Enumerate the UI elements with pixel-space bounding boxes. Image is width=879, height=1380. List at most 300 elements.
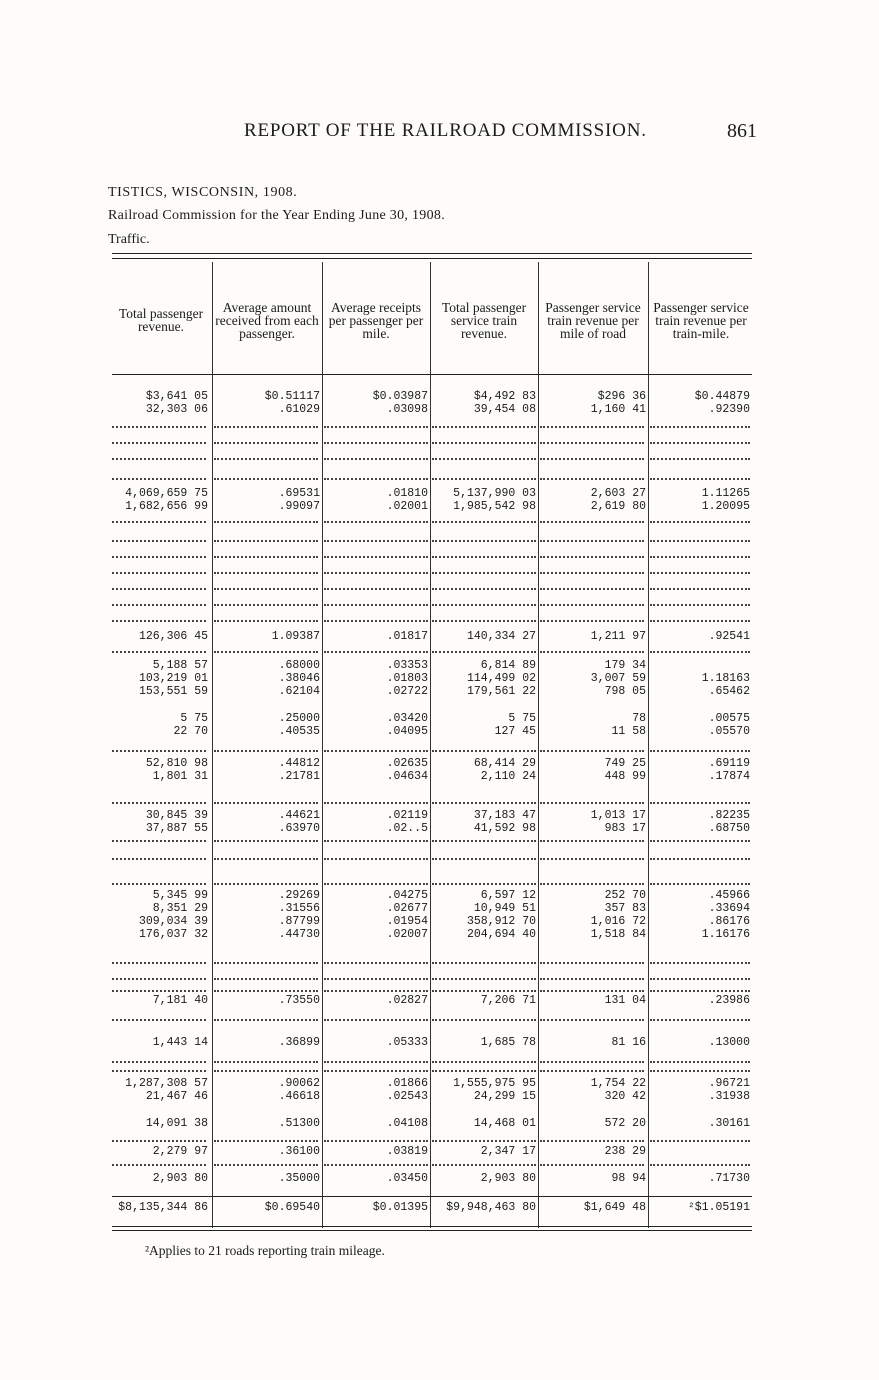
dot-leader bbox=[432, 750, 536, 752]
table-cell: 37,887 55 bbox=[145, 822, 208, 835]
dot-leader bbox=[214, 1070, 318, 1072]
table-cell: 5,137,990 03 bbox=[453, 487, 536, 500]
table-cell: 572 20 bbox=[604, 1117, 646, 1130]
dot-leader bbox=[214, 651, 318, 653]
table-cell: 1,555,975 95 bbox=[453, 1077, 536, 1090]
table-cell: .21781 bbox=[278, 770, 320, 783]
table-cell: 1,754 22 bbox=[590, 1077, 646, 1090]
dot-leader bbox=[650, 458, 750, 460]
dot-leader bbox=[432, 572, 536, 574]
dot-leader bbox=[650, 442, 750, 444]
table-cell: .31556 bbox=[278, 902, 320, 915]
table-cell: $4,492 83 bbox=[473, 390, 536, 403]
dot-leader bbox=[112, 840, 206, 842]
dot-leader bbox=[650, 521, 750, 523]
table-cell: 798 05 bbox=[604, 685, 646, 698]
table-cell: 2,603 27 bbox=[590, 487, 646, 500]
dot-leader bbox=[650, 858, 750, 860]
dot-leader bbox=[540, 588, 644, 590]
table-bottom-rule-inner bbox=[112, 1230, 752, 1231]
table-cell: 1,443 14 bbox=[152, 1036, 208, 1049]
table-cell: 98 94 bbox=[611, 1172, 646, 1185]
table-cell: .01954 bbox=[386, 915, 428, 928]
dot-leader bbox=[324, 478, 428, 480]
table-cell: .02001 bbox=[386, 500, 428, 513]
dot-leader bbox=[432, 540, 536, 542]
table-cell: 176,037 32 bbox=[138, 928, 208, 941]
table-cell: 1.20095 bbox=[701, 500, 750, 513]
table-cell: .44812 bbox=[278, 757, 320, 770]
dot-leader bbox=[650, 1164, 750, 1166]
table-cell: .01810 bbox=[386, 487, 428, 500]
dot-leader bbox=[324, 651, 428, 653]
table-cell: $0.44879 bbox=[694, 390, 750, 403]
table-cell: $0.51117 bbox=[264, 390, 320, 403]
dot-leader bbox=[214, 604, 318, 606]
dot-leader bbox=[324, 1164, 428, 1166]
dot-leader bbox=[432, 604, 536, 606]
table-cell: 140,334 27 bbox=[466, 630, 536, 643]
dot-leader bbox=[432, 442, 536, 444]
dot-leader bbox=[540, 540, 644, 542]
dot-leader bbox=[214, 588, 318, 590]
table-cell: .90062 bbox=[278, 1077, 320, 1090]
table-cell: 131 04 bbox=[604, 994, 646, 1007]
table-cell: 448 99 bbox=[604, 770, 646, 783]
table-cell: .73550 bbox=[278, 994, 320, 1007]
dot-leader bbox=[112, 442, 206, 444]
header-rule bbox=[112, 374, 752, 375]
dot-leader bbox=[650, 1019, 750, 1021]
caption-line-2: Railroad Commission for the Year Ending June 30, 1908. bbox=[108, 208, 446, 223]
table-cell: 5,345 99 bbox=[152, 889, 208, 902]
dot-leader bbox=[112, 604, 206, 606]
dot-leader bbox=[432, 1061, 536, 1063]
dot-leader bbox=[214, 442, 318, 444]
dot-leader bbox=[432, 883, 536, 885]
table-cell: .04634 bbox=[386, 770, 428, 783]
dot-leader bbox=[432, 858, 536, 860]
table-cell: .51300 bbox=[278, 1117, 320, 1130]
table-cell: .04275 bbox=[386, 889, 428, 902]
table-cell: 37,183 47 bbox=[473, 809, 536, 822]
table-top-rule-inner bbox=[112, 258, 752, 259]
table-cell: .68750 bbox=[708, 822, 750, 835]
table-cell: .62104 bbox=[278, 685, 320, 698]
page-header bbox=[0, 120, 879, 150]
column-header-total-revenue: Total passenger revenue. bbox=[118, 306, 204, 334]
table-bottom-rule bbox=[112, 1226, 752, 1227]
dot-leader bbox=[540, 990, 644, 992]
table-cell: 1,518 84 bbox=[590, 928, 646, 941]
dot-leader bbox=[650, 962, 750, 964]
table-cell: 8,351 29 bbox=[152, 902, 208, 915]
table-cell: 2,619 80 bbox=[590, 500, 646, 513]
dot-leader bbox=[112, 572, 206, 574]
table-cell: 3,007 59 bbox=[590, 672, 646, 685]
table-cell: .92541 bbox=[708, 630, 750, 643]
table-cell: .38046 bbox=[278, 672, 320, 685]
dot-leader bbox=[112, 540, 206, 542]
table-cell: .44730 bbox=[278, 928, 320, 941]
table-cell: .25000 bbox=[278, 712, 320, 725]
table-cell: 749 25 bbox=[604, 757, 646, 770]
dot-leader bbox=[214, 883, 318, 885]
table-cell: 5,188 57 bbox=[152, 659, 208, 672]
dot-leader bbox=[540, 572, 644, 574]
dot-leader bbox=[324, 556, 428, 558]
dot-leader bbox=[540, 1061, 644, 1063]
table-cell: 1,013 17 bbox=[590, 809, 646, 822]
dot-leader bbox=[432, 990, 536, 992]
table-cell: 1.18163 bbox=[701, 672, 750, 685]
table-cell: 127 45 bbox=[494, 725, 536, 738]
table-cell: .92390 bbox=[708, 403, 750, 416]
dot-leader bbox=[214, 1164, 318, 1166]
table-cell: 10,949 51 bbox=[473, 902, 536, 915]
table-cell: 1.09387 bbox=[271, 630, 320, 643]
table-cell: .86176 bbox=[708, 915, 750, 928]
total-cell: $0.69540 bbox=[264, 1201, 320, 1214]
dot-leader bbox=[432, 978, 536, 980]
table-cell: .04095 bbox=[386, 725, 428, 738]
dot-leader bbox=[324, 1019, 428, 1021]
dot-leader bbox=[214, 521, 318, 523]
dot-leader bbox=[650, 620, 750, 622]
dot-leader bbox=[214, 458, 318, 460]
dot-leader bbox=[324, 858, 428, 860]
dot-leader bbox=[214, 426, 318, 428]
table-cell: 7,206 71 bbox=[480, 994, 536, 1007]
dot-leader bbox=[650, 1061, 750, 1063]
table-cell: .65462 bbox=[708, 685, 750, 698]
table-cell: 179,561 22 bbox=[466, 685, 536, 698]
dot-leader bbox=[432, 1019, 536, 1021]
table-cell: .05570 bbox=[708, 725, 750, 738]
table-cell: 309,034 39 bbox=[138, 915, 208, 928]
dot-leader bbox=[432, 802, 536, 804]
dot-leader bbox=[650, 840, 750, 842]
table-cell: .00575 bbox=[708, 712, 750, 725]
dot-leader bbox=[432, 556, 536, 558]
table-cell: 14,468 01 bbox=[473, 1117, 536, 1130]
table-cell: .03420 bbox=[386, 712, 428, 725]
dot-leader bbox=[432, 1140, 536, 1142]
dot-leader bbox=[324, 458, 428, 460]
dot-leader bbox=[540, 521, 644, 523]
table-cell: 1.11265 bbox=[701, 487, 750, 500]
dot-leader bbox=[650, 802, 750, 804]
table-cell: .02722 bbox=[386, 685, 428, 698]
dot-leader bbox=[432, 478, 536, 480]
table-cell: .31938 bbox=[708, 1090, 750, 1103]
table-cell: .44621 bbox=[278, 809, 320, 822]
total-cell: ²$1.05191 bbox=[687, 1201, 750, 1214]
table-cell: .02007 bbox=[386, 928, 428, 941]
dot-leader bbox=[432, 651, 536, 653]
dot-leader bbox=[540, 458, 644, 460]
table-cell: .35000 bbox=[278, 1172, 320, 1185]
dot-leader bbox=[324, 990, 428, 992]
dot-leader bbox=[324, 750, 428, 752]
dot-leader bbox=[650, 883, 750, 885]
table-cell: .02119 bbox=[386, 809, 428, 822]
dot-leader bbox=[650, 540, 750, 542]
dot-leader bbox=[650, 556, 750, 558]
table-cell: 52,810 98 bbox=[145, 757, 208, 770]
table-cell: 21,467 46 bbox=[145, 1090, 208, 1103]
dot-leader bbox=[432, 521, 536, 523]
dot-leader bbox=[540, 858, 644, 860]
table-cell: 1,801 31 bbox=[152, 770, 208, 783]
footnote: ²Applies to 21 roads reporting train mileage. bbox=[145, 1243, 385, 1258]
table-cell: 1,160 41 bbox=[590, 403, 646, 416]
table-cell: .99097 bbox=[278, 500, 320, 513]
dot-leader bbox=[112, 588, 206, 590]
caption-line-3: Traffic. bbox=[108, 232, 150, 247]
dot-leader bbox=[432, 620, 536, 622]
table-cell: 32,303 06 bbox=[145, 403, 208, 416]
dot-leader bbox=[112, 978, 206, 980]
dot-leader bbox=[324, 1070, 428, 1072]
table-cell: .36100 bbox=[278, 1145, 320, 1158]
table-cell: 11 58 bbox=[611, 725, 646, 738]
table-cell: 358,912 70 bbox=[466, 915, 536, 928]
table-cell: 114,499 02 bbox=[466, 672, 536, 685]
table-cell: .69119 bbox=[708, 757, 750, 770]
dot-leader bbox=[112, 651, 206, 653]
table-cell: 78 bbox=[632, 712, 646, 725]
table-cell: 1.16176 bbox=[701, 928, 750, 941]
dot-leader bbox=[112, 1061, 206, 1063]
dot-leader bbox=[324, 540, 428, 542]
dot-leader bbox=[324, 572, 428, 574]
dot-leader bbox=[214, 750, 318, 752]
table-cell: 81 16 bbox=[611, 1036, 646, 1049]
table-cell: .61029 bbox=[278, 403, 320, 416]
column-header-average-amount: Average amount received from each passenger. bbox=[215, 299, 319, 341]
table-cell: 1,685 78 bbox=[480, 1036, 536, 1049]
column-header-revenue-per-train-mile: Passenger service train revenue per train-mile. bbox=[653, 299, 749, 341]
table-cell: 2,903 80 bbox=[152, 1172, 208, 1185]
dot-leader bbox=[432, 1070, 536, 1072]
table-cell: .87799 bbox=[278, 915, 320, 928]
table-cell: $0.03987 bbox=[372, 390, 428, 403]
dot-leader bbox=[650, 651, 750, 653]
table-cell: 68,414 29 bbox=[473, 757, 536, 770]
table-cell: .33694 bbox=[708, 902, 750, 915]
page-number: 861 bbox=[727, 120, 757, 142]
dot-leader bbox=[324, 962, 428, 964]
table-cell: .63970 bbox=[278, 822, 320, 835]
table-cell: .40535 bbox=[278, 725, 320, 738]
dot-leader bbox=[540, 426, 644, 428]
table-cell: 22 70 bbox=[173, 725, 208, 738]
table-cell: .30161 bbox=[708, 1117, 750, 1130]
column-header-average-receipts: Average receipts per passenger per mile. bbox=[328, 299, 424, 341]
table-cell: 4,069,659 75 bbox=[125, 487, 208, 500]
dot-leader bbox=[650, 588, 750, 590]
dot-leader bbox=[650, 750, 750, 752]
dot-leader bbox=[214, 802, 318, 804]
table-cell: .71730 bbox=[708, 1172, 750, 1185]
running-head: REPORT OF THE RAILROAD COMMISSION. bbox=[244, 120, 647, 141]
dot-leader bbox=[540, 478, 644, 480]
table-cell: 1,985,542 98 bbox=[453, 500, 536, 513]
table-cell: 2,279 97 bbox=[152, 1145, 208, 1158]
dot-leader bbox=[112, 1070, 206, 1072]
table-cell: 6,814 89 bbox=[480, 659, 536, 672]
dot-leader bbox=[214, 858, 318, 860]
table-cell: 5 75 bbox=[180, 712, 208, 725]
dot-leader bbox=[540, 978, 644, 980]
table-cell: .96721 bbox=[708, 1077, 750, 1090]
table-cell: .04108 bbox=[386, 1117, 428, 1130]
table-cell: .03098 bbox=[386, 403, 428, 416]
dot-leader bbox=[324, 1140, 428, 1142]
dot-leader bbox=[324, 604, 428, 606]
dot-leader bbox=[214, 572, 318, 574]
table-cell: 252 70 bbox=[604, 889, 646, 902]
table-cell: 24,299 15 bbox=[473, 1090, 536, 1103]
dot-leader bbox=[214, 962, 318, 964]
table-cell: 1,287,308 57 bbox=[125, 1077, 208, 1090]
table-cell: 5 75 bbox=[508, 712, 536, 725]
dot-leader bbox=[324, 426, 428, 428]
dot-leader bbox=[214, 840, 318, 842]
table-cell: 6,597 12 bbox=[480, 889, 536, 902]
table-cell: .02543 bbox=[386, 1090, 428, 1103]
caption-line-1: TISTICS, WISCONSIN, 1908. bbox=[108, 185, 298, 200]
dot-leader bbox=[432, 458, 536, 460]
table-cell: 39,454 08 bbox=[473, 403, 536, 416]
dot-leader bbox=[112, 521, 206, 523]
dot-leader bbox=[324, 521, 428, 523]
dot-leader bbox=[214, 1140, 318, 1142]
table-cell: .45966 bbox=[708, 889, 750, 902]
table-cell: .36899 bbox=[278, 1036, 320, 1049]
dot-leader bbox=[214, 478, 318, 480]
table-cell: 2,110 24 bbox=[480, 770, 536, 783]
dot-leader bbox=[324, 1061, 428, 1063]
dot-leader bbox=[112, 426, 206, 428]
dot-leader bbox=[112, 802, 206, 804]
dot-leader bbox=[324, 978, 428, 980]
table-cell: 1,016 72 bbox=[590, 915, 646, 928]
dot-leader bbox=[112, 620, 206, 622]
column-header-revenue-per-mile: Passenger service train revenue per mile of road bbox=[545, 299, 641, 341]
table-cell: 1,682,656 99 bbox=[125, 500, 208, 513]
dot-leader bbox=[324, 883, 428, 885]
dot-leader bbox=[650, 990, 750, 992]
dot-leader bbox=[214, 1019, 318, 1021]
table-cell: 7,181 40 bbox=[152, 994, 208, 1007]
table-cell: 103,219 01 bbox=[138, 672, 208, 685]
table-cell: .03450 bbox=[386, 1172, 428, 1185]
total-cell: $1,649 48 bbox=[583, 1201, 646, 1214]
dot-leader bbox=[432, 426, 536, 428]
table-cell: .01817 bbox=[386, 630, 428, 643]
dot-leader bbox=[650, 604, 750, 606]
dot-leader bbox=[432, 588, 536, 590]
table-cell: 204,694 40 bbox=[466, 928, 536, 941]
table-cell: 320 42 bbox=[604, 1090, 646, 1103]
dot-leader bbox=[324, 840, 428, 842]
table-cell: 2,347 17 bbox=[480, 1145, 536, 1158]
table-cell: .05333 bbox=[386, 1036, 428, 1049]
dot-leader bbox=[214, 540, 318, 542]
table-cell: .17874 bbox=[708, 770, 750, 783]
total-cell: $9,948,463 80 bbox=[446, 1201, 536, 1214]
total-cell: $8,135,344 86 bbox=[118, 1201, 208, 1214]
table-cell: 30,845 39 bbox=[145, 809, 208, 822]
dot-leader bbox=[432, 962, 536, 964]
table-cell: 1,211 97 bbox=[590, 630, 646, 643]
table-cell: 14,091 38 bbox=[145, 1117, 208, 1130]
dot-leader bbox=[650, 478, 750, 480]
dot-leader bbox=[540, 620, 644, 622]
table-cell: $3,641 05 bbox=[145, 390, 208, 403]
table-cell: .01866 bbox=[386, 1077, 428, 1090]
table-cell: .69531 bbox=[278, 487, 320, 500]
dot-leader bbox=[112, 1140, 206, 1142]
dot-leader bbox=[540, 1019, 644, 1021]
column-header-train-revenue: Total passenger service train revenue. bbox=[441, 299, 527, 341]
table-cell: 179 34 bbox=[604, 659, 646, 672]
dot-leader bbox=[112, 962, 206, 964]
dot-leader bbox=[650, 572, 750, 574]
dot-leader bbox=[650, 426, 750, 428]
table-cell: .02..5 bbox=[386, 822, 428, 835]
dot-leader bbox=[214, 620, 318, 622]
dot-leader bbox=[540, 1164, 644, 1166]
table-cell: 983 17 bbox=[604, 822, 646, 835]
dot-leader bbox=[324, 442, 428, 444]
table-cell: .01803 bbox=[386, 672, 428, 685]
dot-leader bbox=[540, 883, 644, 885]
dot-leader bbox=[112, 1019, 206, 1021]
table-cell: .46618 bbox=[278, 1090, 320, 1103]
table-cell: 126,306 45 bbox=[138, 630, 208, 643]
dot-leader bbox=[324, 588, 428, 590]
dot-leader bbox=[112, 478, 206, 480]
dot-leader bbox=[214, 990, 318, 992]
dot-leader bbox=[324, 802, 428, 804]
dot-leader bbox=[540, 962, 644, 964]
dot-leader bbox=[112, 556, 206, 558]
total-cell: $0.01395 bbox=[372, 1201, 428, 1214]
dot-leader bbox=[540, 651, 644, 653]
table-cell: .82235 bbox=[708, 809, 750, 822]
dot-leader bbox=[432, 1164, 536, 1166]
dot-leader bbox=[112, 883, 206, 885]
table-cell: 238 29 bbox=[604, 1145, 646, 1158]
dot-leader bbox=[540, 1070, 644, 1072]
dot-leader bbox=[650, 978, 750, 980]
table-cell: .02677 bbox=[386, 902, 428, 915]
table-cell: .23986 bbox=[708, 994, 750, 1007]
dot-leader bbox=[214, 1061, 318, 1063]
table-cell: 2,903 80 bbox=[480, 1172, 536, 1185]
dot-leader bbox=[112, 750, 206, 752]
table-cell: $296 36 bbox=[597, 390, 646, 403]
table-cell: .02635 bbox=[386, 757, 428, 770]
dot-leader bbox=[540, 442, 644, 444]
dot-leader bbox=[650, 1140, 750, 1142]
dot-leader bbox=[112, 858, 206, 860]
dot-leader bbox=[540, 840, 644, 842]
table-cell: .02827 bbox=[386, 994, 428, 1007]
